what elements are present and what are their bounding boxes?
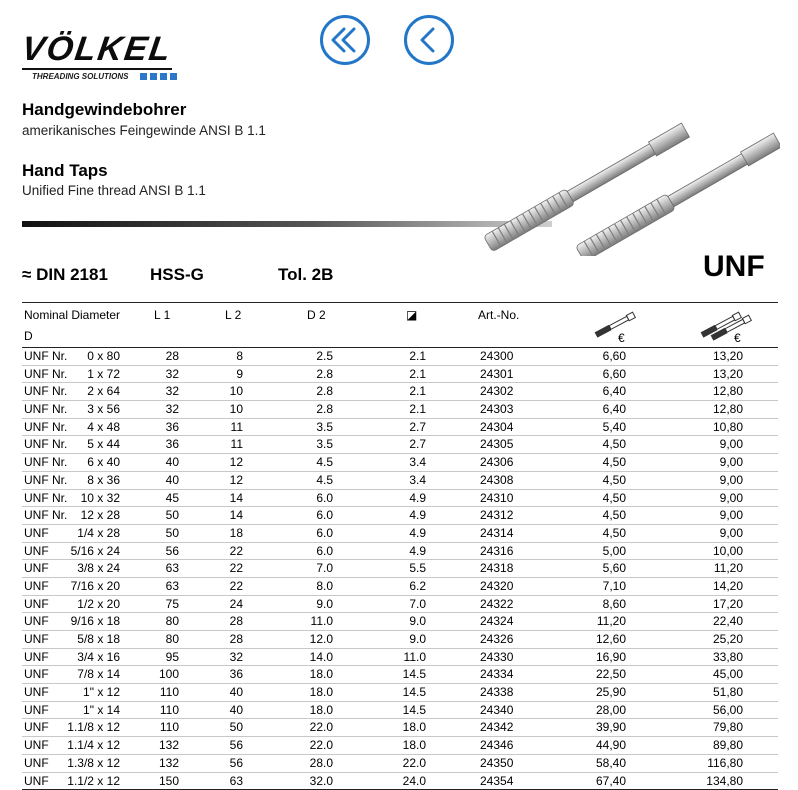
row-price-single: 4,50 xyxy=(603,526,626,540)
row-l2: 9 xyxy=(236,367,243,381)
table-row xyxy=(22,525,778,543)
currency-set: € xyxy=(734,331,741,345)
row-prefix: UNF xyxy=(24,756,49,770)
row-prefix: UNF xyxy=(24,720,49,734)
row-d2: 7.0 xyxy=(316,561,333,575)
table-row xyxy=(22,419,778,437)
tap-set-icon xyxy=(698,305,762,343)
table-row xyxy=(22,613,778,631)
row-price-single: 44,90 xyxy=(596,738,626,752)
row-l2: 12 xyxy=(230,473,243,487)
row-l1: 45 xyxy=(166,491,179,505)
row-square: 4.9 xyxy=(409,544,426,558)
row-l2: 63 xyxy=(230,774,243,788)
row-d2: 11.0 xyxy=(311,614,333,628)
row-size: 1 x 72 xyxy=(87,367,120,381)
row-d2: 3.5 xyxy=(316,437,333,451)
col-square: ◪ xyxy=(406,308,417,322)
row-size: 9/16 x 18 xyxy=(71,614,120,628)
row-price-set: 12,80 xyxy=(713,402,743,416)
table-row xyxy=(22,719,778,737)
row-l2: 12 xyxy=(230,455,243,469)
table-row xyxy=(22,383,778,401)
row-price-set: 25,20 xyxy=(713,632,743,646)
row-d2: 6.0 xyxy=(316,544,333,558)
row-size: 1.1/8 x 12 xyxy=(67,720,120,734)
row-price-single: 8,60 xyxy=(603,597,626,611)
row-art-no: 24310 xyxy=(480,491,513,505)
table-header xyxy=(22,302,778,348)
row-art-no: 24346 xyxy=(480,738,513,752)
subtitle-german: amerikanisches Feingewinde ANSI B 1.1 xyxy=(22,123,266,138)
row-d2: 3.5 xyxy=(316,420,333,434)
single-tap-icon xyxy=(592,307,642,343)
row-art-no: 24301 xyxy=(480,367,513,381)
din-standard: DIN 2181 xyxy=(36,265,108,284)
row-art-no: 24322 xyxy=(480,597,513,611)
row-prefix: UNF xyxy=(24,774,49,788)
row-l2: 18 xyxy=(230,526,243,540)
row-price-single: 58,40 xyxy=(596,756,626,770)
row-size: 1" x 14 xyxy=(83,703,120,717)
row-d2: 14.0 xyxy=(310,650,333,664)
row-art-no: 24302 xyxy=(480,384,513,398)
row-size: 1" x 12 xyxy=(83,685,120,699)
row-l2: 10 xyxy=(230,384,243,398)
table-row xyxy=(22,560,778,578)
row-prefix: UNF xyxy=(24,614,49,628)
row-d2: 18.0 xyxy=(310,685,333,699)
row-d2: 2.8 xyxy=(316,367,333,381)
row-price-set: 10,80 xyxy=(713,420,743,434)
row-d2: 6.0 xyxy=(316,526,333,540)
hand-taps-image xyxy=(480,96,780,256)
row-l1: 80 xyxy=(166,632,179,646)
row-prefix: UNF Nr. xyxy=(24,367,67,381)
row-prefix: UNF Nr. xyxy=(24,491,67,505)
row-size: 3 x 56 xyxy=(87,402,120,416)
row-art-no: 24334 xyxy=(480,667,513,681)
row-l1: 132 xyxy=(159,756,179,770)
row-price-set: 9,00 xyxy=(720,508,743,522)
row-d2: 32.0 xyxy=(310,774,333,788)
row-d2: 4.5 xyxy=(316,473,333,487)
col-l1: L 1 xyxy=(154,308,170,322)
row-l2: 14 xyxy=(230,508,243,522)
row-l2: 22 xyxy=(230,544,243,558)
table-row xyxy=(22,454,778,472)
row-size: 5 x 44 xyxy=(87,437,120,451)
table-row xyxy=(22,543,778,561)
row-l1: 110 xyxy=(160,703,179,717)
row-size: 2 x 64 xyxy=(87,384,120,398)
row-l1: 32 xyxy=(166,384,179,398)
row-square: 14.5 xyxy=(403,685,426,699)
row-size: 8 x 36 xyxy=(87,473,120,487)
row-l2: 28 xyxy=(230,614,243,628)
row-price-single: 25,90 xyxy=(596,685,626,699)
row-size: 1.3/8 x 12 xyxy=(67,756,120,770)
row-size: 6 x 40 xyxy=(87,455,120,469)
row-art-no: 24308 xyxy=(480,473,513,487)
spec-standard xyxy=(22,265,108,285)
row-l1: 32 xyxy=(166,402,179,416)
row-price-single: 4,50 xyxy=(603,455,626,469)
logo-squares xyxy=(140,73,177,80)
row-price-set: 17,20 xyxy=(713,597,743,611)
table-row xyxy=(22,702,778,720)
row-d2: 4.5 xyxy=(316,455,333,469)
row-size: 10 x 32 xyxy=(81,491,120,505)
table-row xyxy=(22,773,778,790)
row-price-single: 16,90 xyxy=(596,650,626,664)
row-l1: 63 xyxy=(166,561,179,575)
row-square: 14.5 xyxy=(403,667,426,681)
row-d2: 28.0 xyxy=(310,756,333,770)
row-l2: 40 xyxy=(230,703,243,717)
row-price-set: 116,80 xyxy=(707,756,743,770)
row-size: 5/16 x 24 xyxy=(71,544,120,558)
row-price-single: 39,90 xyxy=(596,720,626,734)
row-size: 0 x 80 xyxy=(87,349,120,363)
row-d2: 18.0 xyxy=(310,667,333,681)
row-d2: 9.0 xyxy=(316,597,333,611)
row-art-no: 24338 xyxy=(480,685,513,699)
row-l2: 11 xyxy=(231,420,243,434)
row-prefix: UNF xyxy=(24,544,49,558)
row-square: 4.9 xyxy=(409,526,426,540)
row-l2: 32 xyxy=(230,650,243,664)
row-price-single: 5,00 xyxy=(603,544,626,558)
row-size: 5/8 x 18 xyxy=(77,632,120,646)
table-row xyxy=(22,649,778,667)
row-prefix: UNF Nr. xyxy=(24,420,67,434)
row-price-single: 6,60 xyxy=(603,349,626,363)
row-square: 9.0 xyxy=(409,632,426,646)
row-art-no: 24306 xyxy=(480,455,513,469)
row-price-set: 56,00 xyxy=(713,703,743,717)
row-d2: 12.0 xyxy=(310,632,333,646)
row-l2: 24 xyxy=(230,597,243,611)
row-prefix: UNF xyxy=(24,685,49,699)
row-square: 5.5 xyxy=(409,561,426,575)
table-row xyxy=(22,737,778,755)
row-square: 4.9 xyxy=(409,491,426,505)
col-d2: D 2 xyxy=(307,308,326,322)
row-prefix: UNF xyxy=(24,526,49,540)
row-price-set: 89,80 xyxy=(713,738,743,752)
row-price-single: 4,50 xyxy=(603,508,626,522)
row-d2: 6.0 xyxy=(316,491,333,505)
row-l1: 150 xyxy=(159,774,179,788)
row-square: 2.1 xyxy=(409,384,426,398)
row-art-no: 24342 xyxy=(480,720,513,734)
approx-symbol: ≈ xyxy=(22,265,31,284)
row-square: 6.2 xyxy=(409,579,426,593)
row-l1: 132 xyxy=(159,738,179,752)
row-prefix: UNF xyxy=(24,703,49,717)
row-d2: 18.0 xyxy=(310,703,333,717)
table-row xyxy=(22,596,778,614)
table-row xyxy=(22,755,778,773)
row-square: 24.0 xyxy=(403,774,426,788)
table-row xyxy=(22,666,778,684)
row-prefix: UNF Nr. xyxy=(24,508,67,522)
row-size: 12 x 28 xyxy=(81,508,120,522)
row-size: 3/4 x 16 xyxy=(77,650,120,664)
row-size: 4 x 48 xyxy=(87,420,120,434)
row-square: 2.7 xyxy=(409,437,426,451)
row-l2: 22 xyxy=(230,561,243,575)
row-l1: 36 xyxy=(166,420,179,434)
row-size: 1/4 x 28 xyxy=(77,526,120,540)
currency-single: € xyxy=(618,331,625,345)
row-l2: 40 xyxy=(230,685,243,699)
row-prefix: UNF xyxy=(24,561,49,575)
spec-tolerance: Tol. 2B xyxy=(278,265,333,285)
row-price-set: 13,20 xyxy=(713,367,743,381)
row-l2: 56 xyxy=(230,738,243,752)
row-price-single: 4,50 xyxy=(603,437,626,451)
row-price-single: 67,40 xyxy=(596,774,626,788)
row-art-no: 24316 xyxy=(480,544,513,558)
row-art-no: 24326 xyxy=(480,632,513,646)
row-l1: 110 xyxy=(160,720,179,734)
row-prefix: UNF Nr. xyxy=(24,384,67,398)
row-d2: 2.8 xyxy=(316,402,333,416)
row-price-set: 12,80 xyxy=(713,384,743,398)
table-row xyxy=(22,348,778,366)
row-art-no: 24324 xyxy=(480,614,513,628)
row-l1: 63 xyxy=(166,579,179,593)
product-table xyxy=(22,302,778,790)
row-prefix: UNF Nr. xyxy=(24,349,67,363)
row-l2: 10 xyxy=(230,402,243,416)
row-price-set: 51,80 xyxy=(713,685,743,699)
row-price-single: 5,40 xyxy=(603,420,626,434)
table-row xyxy=(22,366,778,384)
row-prefix: UNF xyxy=(24,650,49,664)
row-art-no: 24304 xyxy=(480,420,513,434)
row-art-no: 24300 xyxy=(480,349,513,363)
row-price-single: 6,40 xyxy=(603,384,626,398)
row-size: 1/2 x 20 xyxy=(77,597,120,611)
table-body xyxy=(22,348,778,790)
row-d2: 22.0 xyxy=(310,720,333,734)
row-price-single: 12,60 xyxy=(596,632,626,646)
row-l1: 50 xyxy=(166,508,179,522)
row-prefix: UNF xyxy=(24,667,49,681)
row-art-no: 24320 xyxy=(480,579,513,593)
row-prefix: UNF Nr. xyxy=(24,437,67,451)
row-price-set: 9,00 xyxy=(720,455,743,469)
row-square: 11.0 xyxy=(404,650,426,664)
row-d2: 2.8 xyxy=(316,384,333,398)
row-price-single: 5,60 xyxy=(603,561,626,575)
row-price-single: 28,00 xyxy=(596,703,626,717)
row-l1: 40 xyxy=(166,455,179,469)
table-row xyxy=(22,631,778,649)
row-d2: 6.0 xyxy=(316,508,333,522)
row-square: 2.7 xyxy=(409,420,426,434)
row-price-set: 22,40 xyxy=(713,614,743,628)
row-size: 3/8 x 24 xyxy=(77,561,120,575)
row-size: 1.1/4 x 12 xyxy=(67,738,120,752)
row-price-single: 11,20 xyxy=(597,614,626,628)
row-l1: 95 xyxy=(166,650,179,664)
row-l1: 56 xyxy=(166,544,179,558)
row-art-no: 24312 xyxy=(480,508,513,522)
row-art-no: 24354 xyxy=(480,774,513,788)
col-nominal-diameter: Nominal Diameter xyxy=(24,308,120,322)
row-prefix: UNF xyxy=(24,597,49,611)
row-art-no: 24330 xyxy=(480,650,513,664)
table-row xyxy=(22,472,778,490)
row-square: 14.5 xyxy=(403,703,426,717)
row-l1: 110 xyxy=(160,685,179,699)
previous-page-button[interactable] xyxy=(404,15,454,65)
row-d2: 8.0 xyxy=(316,579,333,593)
row-l1: 36 xyxy=(166,437,179,451)
row-price-set: 9,00 xyxy=(720,491,743,505)
row-price-set: 14,20 xyxy=(713,579,743,593)
row-prefix: UNF Nr. xyxy=(24,473,67,487)
row-art-no: 24314 xyxy=(480,526,513,540)
row-price-single: 6,40 xyxy=(603,402,626,416)
row-l1: 75 xyxy=(166,597,179,611)
row-square: 2.1 xyxy=(409,367,426,381)
row-price-single: 7,10 xyxy=(603,579,626,593)
row-l2: 14 xyxy=(230,491,243,505)
row-art-no: 24340 xyxy=(480,703,513,717)
row-l2: 11 xyxy=(231,437,243,451)
row-art-no: 24318 xyxy=(480,561,513,575)
row-l2: 8 xyxy=(236,349,243,363)
row-square: 3.4 xyxy=(409,473,426,487)
table-row xyxy=(22,507,778,525)
row-price-set: 11,20 xyxy=(714,561,743,575)
table-row xyxy=(22,490,778,508)
col-nominal-diameter-sub: D xyxy=(24,329,33,343)
row-square: 4.9 xyxy=(409,508,426,522)
row-size: 7/8 x 14 xyxy=(77,667,120,681)
table-row xyxy=(22,684,778,702)
row-l1: 100 xyxy=(159,667,179,681)
row-price-set: 9,00 xyxy=(720,473,743,487)
header-divider xyxy=(22,221,552,227)
row-price-single: 4,50 xyxy=(603,491,626,505)
row-l1: 80 xyxy=(166,614,179,628)
row-l1: 32 xyxy=(166,367,179,381)
row-square: 3.4 xyxy=(409,455,426,469)
table-row xyxy=(22,578,778,596)
row-price-set: 45,00 xyxy=(713,667,743,681)
row-l1: 28 xyxy=(166,349,179,363)
row-size: 7/16 x 20 xyxy=(71,579,120,593)
chevron-left-icon xyxy=(407,18,451,62)
subtitle-english: Unified Fine thread ANSI B 1.1 xyxy=(22,183,206,198)
title-english: Hand Taps xyxy=(22,161,108,181)
row-square: 2.1 xyxy=(409,349,426,363)
row-square: 2.1 xyxy=(409,402,426,416)
table-row xyxy=(22,436,778,454)
row-prefix: UNF xyxy=(24,579,49,593)
row-price-single: 6,60 xyxy=(603,367,626,381)
brand-name: VÖLKEL xyxy=(19,30,174,69)
thread-type-label: UNF xyxy=(703,250,765,284)
row-art-no: 24350 xyxy=(480,756,513,770)
col-l2: L 2 xyxy=(225,308,241,322)
brand-tagline: THREADING SOLUTIONS xyxy=(32,72,128,81)
row-price-set: 33,80 xyxy=(713,650,743,664)
row-square: 18.0 xyxy=(403,738,426,752)
row-l1: 50 xyxy=(166,526,179,540)
row-price-single: 4,50 xyxy=(603,473,626,487)
logo-underline xyxy=(22,68,172,70)
row-art-no: 24305 xyxy=(480,437,513,451)
row-size: 1.1/2 x 12 xyxy=(67,774,120,788)
row-prefix: UNF Nr. xyxy=(24,455,67,469)
row-prefix: UNF xyxy=(24,632,49,646)
double-chevron-left-icon xyxy=(323,18,367,62)
row-d2: 22.0 xyxy=(310,738,333,752)
row-l2: 56 xyxy=(230,756,243,770)
row-price-set: 10,00 xyxy=(713,544,743,558)
row-price-set: 79,80 xyxy=(713,720,743,734)
row-l2: 28 xyxy=(230,632,243,646)
row-price-single: 22,50 xyxy=(596,667,626,681)
col-art-no: Art.-No. xyxy=(478,308,519,322)
first-page-button[interactable] xyxy=(320,15,370,65)
brand-logo xyxy=(22,28,174,84)
row-price-set: 9,00 xyxy=(720,437,743,451)
row-d2: 2.5 xyxy=(316,349,333,363)
row-price-set: 13,20 xyxy=(713,349,743,363)
row-l2: 50 xyxy=(230,720,243,734)
row-square: 9.0 xyxy=(409,614,426,628)
row-l2: 22 xyxy=(230,579,243,593)
row-prefix: UNF xyxy=(24,738,49,752)
row-art-no: 24303 xyxy=(480,402,513,416)
row-square: 7.0 xyxy=(409,597,426,611)
table-row xyxy=(22,401,778,419)
row-square: 22.0 xyxy=(403,756,426,770)
title-german: Handgewindebohrer xyxy=(22,100,186,120)
row-prefix: UNF Nr. xyxy=(24,402,67,416)
row-price-set: 9,00 xyxy=(720,526,743,540)
row-price-set: 134,80 xyxy=(706,774,743,788)
row-l1: 40 xyxy=(166,473,179,487)
row-square: 18.0 xyxy=(403,720,426,734)
spec-material: HSS-G xyxy=(150,265,204,285)
row-l2: 36 xyxy=(230,667,243,681)
